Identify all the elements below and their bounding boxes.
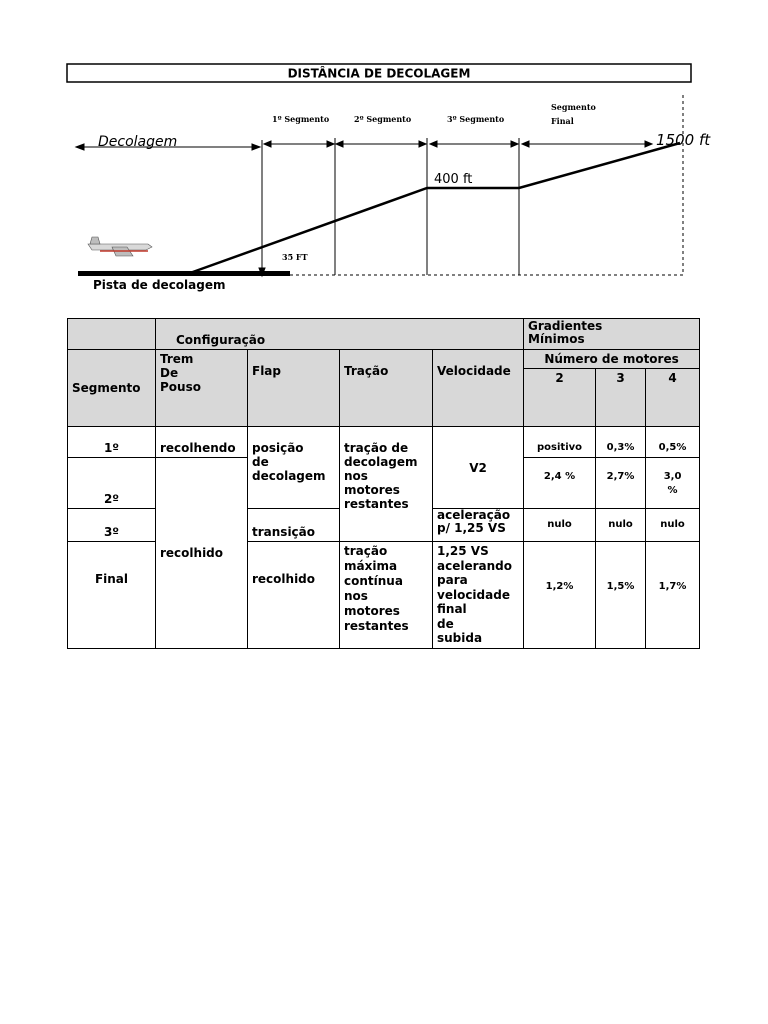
de-label: De: [160, 366, 179, 380]
vf-3: para: [437, 573, 468, 587]
trem-label: Trem: [160, 352, 194, 366]
grad-1-m2: positivo: [524, 427, 596, 458]
grad-2-m2: 2,4 %: [524, 458, 596, 509]
flap-pos-1: posição: [252, 441, 304, 455]
label-35ft: 35 FT: [282, 252, 308, 262]
row2-segmento: 2º: [68, 458, 156, 509]
flap-transicao: transição: [248, 509, 340, 542]
flap-pos-2: de: [252, 455, 269, 469]
label-pista: Pista de decolagem: [93, 278, 226, 292]
row1-trem: recolhendo: [156, 427, 248, 458]
label-seg2: 2º Segmento: [354, 114, 412, 124]
row1-segmento: 1º: [68, 427, 156, 458]
gradientes-label: Gradientes: [528, 319, 603, 333]
header-corner: [68, 319, 156, 350]
velocidade-v2: V2: [433, 427, 524, 509]
header-tracao: Tração: [340, 350, 433, 427]
header-motor-4: 4: [646, 369, 700, 427]
grad-f-m3: 1,5%: [596, 542, 646, 649]
row3-segmento: 3º: [68, 509, 156, 542]
label-400ft: 400 ft: [434, 172, 473, 187]
label-seg-final-2: Final: [551, 116, 574, 126]
tr1-3: nos: [344, 469, 368, 483]
header-flap: Flap: [248, 350, 340, 427]
grad-2-m4: [646, 458, 700, 509]
grad-f-m2: 1,2%: [524, 542, 596, 649]
flap-recolhido: recolhido: [248, 542, 340, 649]
grad-2-m4-a: 3,0: [663, 471, 682, 482]
grad-2-m3: 2,7%: [596, 458, 646, 509]
tracao-decolagem: [340, 427, 433, 542]
vf-4: velocidade: [437, 587, 510, 602]
label-seg3: 3º Segmento: [447, 114, 505, 124]
header-motor-3: 3: [596, 369, 646, 427]
label-seg-final-1: Segmento: [551, 102, 596, 112]
label-decolagem: Decolagem: [98, 134, 178, 150]
header-num-motores: Número de motores: [524, 350, 700, 369]
tr2-3: contínua: [344, 574, 403, 588]
flight-path: [190, 143, 680, 273]
label-1500ft: 1500 ft: [656, 131, 711, 149]
grad-3-m2: nulo: [524, 509, 596, 542]
minimos-label: Mínimos: [528, 332, 585, 346]
acel-2: p/ 1,25 VS: [437, 521, 506, 535]
tracao-maxima: [340, 542, 433, 649]
airplane-icon: [88, 237, 152, 256]
header-motor-2: 2: [524, 369, 596, 427]
tr1-5: restantes: [344, 497, 409, 511]
vf-7: subida: [437, 631, 483, 645]
trem-recolhido: recolhido: [156, 458, 248, 649]
tr1-1: tração de: [344, 441, 409, 455]
diagram-title: DISTÂNCIA DE DECOLAGEM: [287, 66, 471, 81]
grad-1-m4: 0,5%: [646, 427, 700, 458]
vf-6: de: [437, 616, 454, 631]
header-segmento: Segmento: [68, 350, 156, 427]
vf-5: final: [437, 602, 467, 616]
takeoff-profile-diagram: [0, 0, 768, 310]
tr2-2: máxima: [344, 559, 398, 573]
vf-2: acelerando: [437, 558, 512, 573]
velocidade-aceleracao: [433, 509, 524, 542]
pouso-label: Pouso: [160, 380, 201, 394]
grad-3-m4: nulo: [646, 509, 700, 542]
header-trem: [156, 350, 248, 427]
tr2-1: tração: [344, 544, 388, 558]
header-velocidade: Velocidade: [433, 350, 524, 427]
tr2-4: nos: [344, 589, 368, 603]
row4-segmento: Final: [68, 542, 156, 649]
header-gradientes: [524, 319, 700, 350]
tr2-5: motores: [344, 604, 400, 618]
grad-3-m3: nulo: [596, 509, 646, 542]
tr1-2: decolagem: [344, 455, 418, 469]
grad-1-m3: 0,3%: [596, 427, 646, 458]
velocidade-final: [433, 542, 524, 649]
configuracao-label: Configuração: [176, 333, 266, 347]
acel-1: aceleração: [437, 508, 511, 522]
flap-pos-3: decolagem: [252, 469, 326, 483]
segment-configuration-table: [67, 318, 700, 649]
label-seg1: 1º Segmento: [272, 114, 330, 124]
runway: [78, 271, 290, 276]
grad-f-m4: 1,7%: [646, 542, 700, 649]
tr1-4: motores: [344, 483, 400, 497]
grad-2-m4-b: %: [667, 485, 678, 496]
tr2-6: restantes: [344, 619, 409, 633]
flap-posicao-decolagem: [248, 427, 340, 509]
vf-1: 1,25 VS: [437, 544, 489, 558]
header-configuracao: [156, 319, 524, 350]
